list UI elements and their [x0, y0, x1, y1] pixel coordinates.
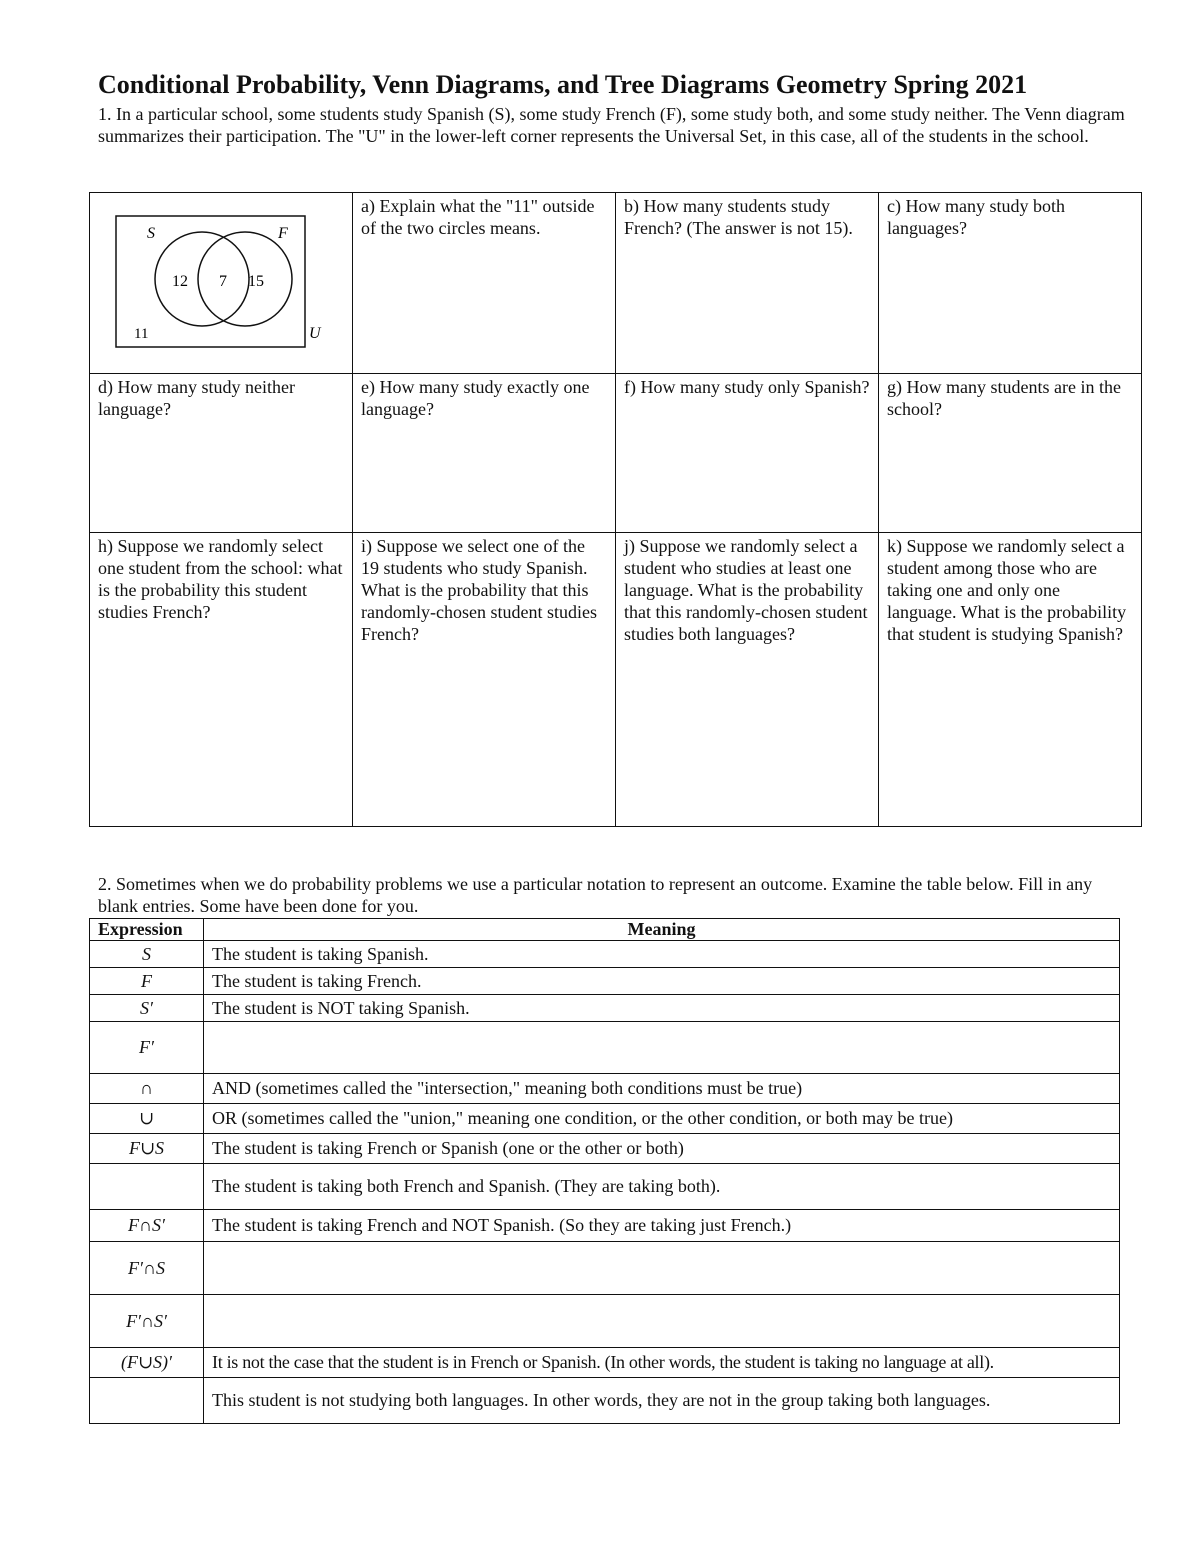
- venn-diagram-cell: [90, 193, 353, 374]
- meaning-cell: The student is taking Spanish.: [204, 941, 1120, 968]
- worksheet-title: Conditional Probability, Venn Diagrams, and Tree Diagrams Geometry Spring 2021: [98, 70, 1028, 99]
- expr-cell-blank[interactable]: [90, 1164, 204, 1210]
- header-meaning: Meaning: [204, 919, 1120, 941]
- meaning-cell-blank[interactable]: [204, 1242, 1120, 1295]
- question-h: h) Suppose we randomly select one student from the school: what is the probability this student studies French?: [90, 533, 353, 827]
- count-only-spanish: 12: [172, 273, 188, 290]
- expr-cell-blank[interactable]: [90, 1378, 204, 1424]
- meaning-cell: The student is NOT taking Spanish.: [204, 995, 1120, 1022]
- expr-cell: (F∪S)′: [90, 1348, 204, 1378]
- expr-cell: F′∩S: [90, 1242, 204, 1295]
- expr-cell: F′: [90, 1022, 204, 1074]
- question-a: a) Explain what the "11" outside of the two circles means.: [353, 193, 616, 374]
- question-d: d) How many study neither language?: [90, 374, 353, 533]
- expr-cell: ∪: [90, 1104, 204, 1134]
- notation-table: [89, 918, 1120, 1424]
- expr-cell: F: [90, 968, 204, 995]
- question-j: j) Suppose we randomly select a student who studies at least one language. What is the probability that this randomly-chosen student studies both languages?: [616, 533, 879, 827]
- count-neither: 11: [134, 326, 149, 342]
- count-both: 7: [219, 273, 227, 290]
- question-f: f) How many study only Spanish?: [616, 374, 879, 533]
- question-k: k) Suppose we randomly select a student among those who are taking one and only one language. What is the probability that student is studying Spanish?: [879, 533, 1142, 827]
- meaning-cell-blank[interactable]: [204, 1295, 1120, 1348]
- label-universe: U: [309, 325, 321, 342]
- problem-2-intro: 2. Sometimes when we do probability problems we use a particular notation to represent an outcome. Examine the table below. Fill in any blank entries. Some have been done for you.: [98, 874, 1093, 916]
- meaning-cell: AND (sometimes called the "intersection," meaning both conditions must be true): [204, 1074, 1120, 1104]
- meaning-cell: OR (sometimes called the "union," meaning one condition, or the other condition, or both may be true): [204, 1104, 1120, 1134]
- meaning-cell: The student is taking both French and Spanish. (They are taking both).: [204, 1164, 1120, 1210]
- spanish-circle: [155, 232, 249, 326]
- meaning-cell: The student is taking French and NOT Spanish. (So they are taking just French.): [204, 1210, 1120, 1242]
- question-b: b) How many students study French? (The answer is not 15).: [616, 193, 879, 374]
- question-grid: [89, 192, 1142, 827]
- expr-cell: S′: [90, 995, 204, 1022]
- question-i: i) Suppose we select one of the 19 students who study Spanish. What is the probability that this randomly-chosen student studies French?: [353, 533, 616, 827]
- meaning-cell-blank[interactable]: [204, 1022, 1120, 1074]
- meaning-cell: This student is not studying both languages. In other words, they are not in the group taking both languages.: [204, 1378, 1120, 1424]
- expr-cell: F∪S: [90, 1134, 204, 1164]
- expr-cell: F∩S′: [90, 1210, 204, 1242]
- header-expression: Expression: [90, 919, 204, 941]
- meaning-cell: It is not the case that the student is in French or Spanish. (In other words, the student is taking no language at all).: [204, 1348, 1120, 1378]
- expr-cell: F′∩S′: [90, 1295, 204, 1348]
- expr-cell: S: [90, 941, 204, 968]
- label-s: S: [147, 225, 155, 242]
- label-f: F: [278, 225, 288, 242]
- meaning-cell: The student is taking French or Spanish (one or the other or both): [204, 1134, 1120, 1164]
- question-g: g) How many students are in the school?: [879, 374, 1142, 533]
- problem-1-intro: 1. In a particular school, some students study Spanish (S), some study French (F), some study both, and some study neither. The Venn diagram summarizes their participation. The "U" in the lower-left corner represents the Universal Set, in this case, all of the students in the school.: [98, 104, 1125, 146]
- question-c: c) How many study both languages?: [879, 193, 1142, 374]
- count-only-french: 15: [248, 273, 264, 290]
- expr-cell: ∩: [90, 1074, 204, 1104]
- meaning-cell: The student is taking French.: [204, 968, 1120, 995]
- question-e: e) How many study exactly one language?: [353, 374, 616, 533]
- french-circle: [198, 232, 292, 326]
- venn-diagram: [90, 193, 350, 371]
